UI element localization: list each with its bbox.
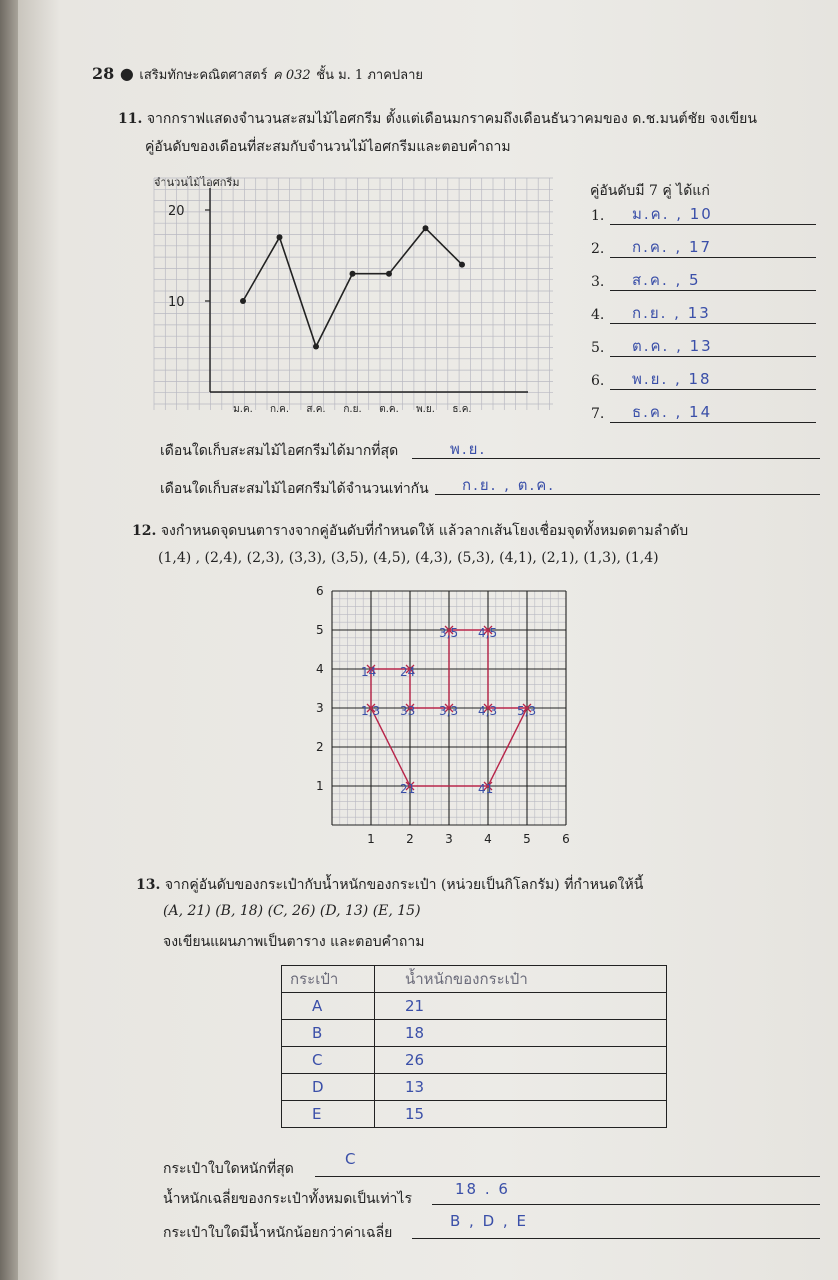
q11-question-equal: เดือนใดเก็บสะสมไม้ไอศกรีมได้จำนวนเท่ากัน [160,481,429,497]
x-tick-label: 6 [562,832,570,846]
answer-number: 1. [591,208,605,224]
q12-instruction: จงกำหนดจุดบนตารางจากคู่อันดับที่กำหนดให้ แล้วลากเส้นโยงเชื่อมจุดทั้งหมดตามลำดับ [160,523,689,539]
point-label: 4,3 [478,704,498,718]
pairs-title: คู่อันดับมี 7 คู่ ได้แก่ [590,183,710,199]
point-label: 24 [400,665,416,679]
answer-number: 4. [591,307,605,323]
point-label: 33 [400,704,416,718]
x-tick-label: ธ.ค. [452,404,472,415]
bag-weight-table [281,965,667,1128]
q13-question-below: กระเป๋าใบใดมีน้ำหนักน้อยกว่าค่าเฉลี่ย [163,1225,393,1241]
x-tick-label: ก.ค. [269,404,290,415]
chart-ylabel: จำนวนไม้ไอศกรีม [154,176,240,189]
data-point [313,344,319,350]
answer-equal[interactable]: ก.ย. , ต.ค. [462,476,556,494]
point-label: 3,5 [439,626,459,640]
q11-line-chart [148,170,568,420]
x-tick-label: ก.ย. [343,404,362,415]
x-tick-label: ส.ค. [306,404,326,415]
table-row [282,1101,667,1128]
x-tick-label: ต.ค. [379,404,399,415]
x-tick-label: 2 [406,832,414,846]
handwritten-pair[interactable]: ต.ค. , 13 [632,337,713,355]
q11-text: จากกราฟแสดงจำนวนสะสมไม้ไอศกรีม ตั้งแต่เดือนมกราคมถึงเดือนธันวาคมของ ด.ช.มนต์ชัย จงเขียน [146,111,757,127]
handwritten-pair[interactable]: ส.ค. , 5 [632,271,701,289]
data-point [386,271,392,277]
course-level: ชั้น ม. 1 ภาคปลาย [316,68,424,83]
bag-cell: A [282,993,375,1020]
point-label: 3,3 [439,704,459,718]
bullet-icon: ● [119,64,134,83]
page-header [92,64,423,85]
answer-heaviest[interactable]: C [345,1150,358,1168]
handwritten-pair[interactable]: ธ.ค. , 14 [632,403,713,421]
answer-number: 6. [591,373,605,389]
q13-instruction: จากคู่อันดับของกระเป๋ากับน้ำหนักของกระเป๋า (หน่วยเป็นกิโลกรัม) ที่กำหนดให้นี้ [164,877,644,893]
y-tick-label: 3 [316,701,324,715]
y-tick-label: 6 [316,584,324,598]
answer-number: 3. [591,274,605,290]
x-tick-label: ม.ค. [233,404,253,415]
q12-number: 12. [132,523,157,539]
point-label: 21 [400,782,416,796]
q13-text-line1 [136,874,643,896]
y-tick-label: 2 [316,740,324,754]
q13-question-heaviest: กระเป๋าใบใดหนักที่สุด [163,1161,294,1177]
y-tick-label: 5 [316,623,324,637]
weight-cell: 13 [375,1074,667,1101]
answer-number: 5. [591,340,605,356]
q12-text [132,520,688,542]
q12-pairs: (1,4) , (2,4), (2,3), (3,3), (3,5), (4,5), (4,3), (5,3), (4,1), (2,1), (1,3), (1,4) [158,550,659,566]
table-row [282,1074,667,1101]
point-label: 41 [478,782,494,796]
q11-question-most: เดือนใดเก็บสะสมไม้ไอศกรีมได้มากที่สุด [160,443,399,459]
q13-pairs: (A, 21) (B, 18) (C, 26) (D, 13) (E, 15) [163,903,421,919]
answer-line [315,1176,820,1177]
y-tick-label: 20 [168,204,185,219]
course-code: ค 032 [273,68,311,83]
answer-number: 2. [591,241,605,257]
data-point [350,271,356,277]
answer-average[interactable]: 18 . 6 [455,1180,510,1198]
handwritten-pair[interactable]: ก.ย. , 13 [632,304,711,322]
x-tick-label: พ.ย. [416,404,435,415]
y-tick-label: 10 [168,295,185,310]
bag-cell: B [282,1020,375,1047]
weight-cell: 26 [375,1047,667,1074]
answer-line [412,1238,820,1239]
q11-text-line1 [118,108,757,130]
q11-text-line2: คู่อันดับของเดือนที่สะสมกับจำนวนไม้ไอศกรีมและตอบคำถาม [145,139,511,155]
answer-below-average[interactable]: B , D , E [450,1212,528,1230]
data-point [459,262,465,268]
q13-question-avg: น้ำหนักเฉลี่ยของกระเป๋าทั้งหมดเป็นเท่าไร [163,1191,412,1207]
point-label: 4,5 [478,626,498,640]
book-title: เสริมทักษะคณิตศาสตร์ [139,68,268,83]
x-tick-label: 3 [445,832,453,846]
point-label: 14 [361,665,377,679]
table-header-row [282,966,667,993]
point-label: 1,3 [361,704,381,718]
x-tick-label: 4 [484,832,492,846]
data-point [423,225,429,231]
q12-coordinate-grid [300,580,600,855]
header-weight: น้ำหนักของกระเป๋า [375,966,667,993]
bag-cell: E [282,1101,375,1128]
page-number: 28 [92,64,115,83]
y-tick-label: 4 [316,662,324,676]
handwritten-pair[interactable]: พ.ย. , 18 [632,370,712,388]
q13-text-line3: จงเขียนแผนภาพเป็นตาราง และตอบคำถาม [163,934,425,950]
q13-number: 13. [136,877,161,893]
page-binding [0,0,18,1280]
point-label: 5,3 [517,704,537,718]
answer-line [432,1204,820,1205]
table-row [282,1047,667,1074]
answer-number: 7. [591,406,605,422]
handwritten-pair[interactable]: ก.ค. , 17 [632,238,713,256]
weight-cell: 15 [375,1101,667,1128]
weight-cell: 21 [375,993,667,1020]
table-row [282,993,667,1020]
data-point [240,298,246,304]
weight-cell: 18 [375,1020,667,1047]
data-point [277,234,283,240]
bag-cell: C [282,1047,375,1074]
x-tick-label: 1 [367,832,375,846]
q11-number: 11. [118,111,143,127]
x-tick-label: 5 [523,832,531,846]
answer-most[interactable]: พ.ย. [450,440,487,458]
handwritten-pair[interactable]: ม.ค. , 10 [632,205,713,223]
table-row [282,1020,667,1047]
bag-cell: D [282,1074,375,1101]
y-tick-label: 1 [316,779,324,793]
header-bag: กระเป๋า [282,966,375,993]
